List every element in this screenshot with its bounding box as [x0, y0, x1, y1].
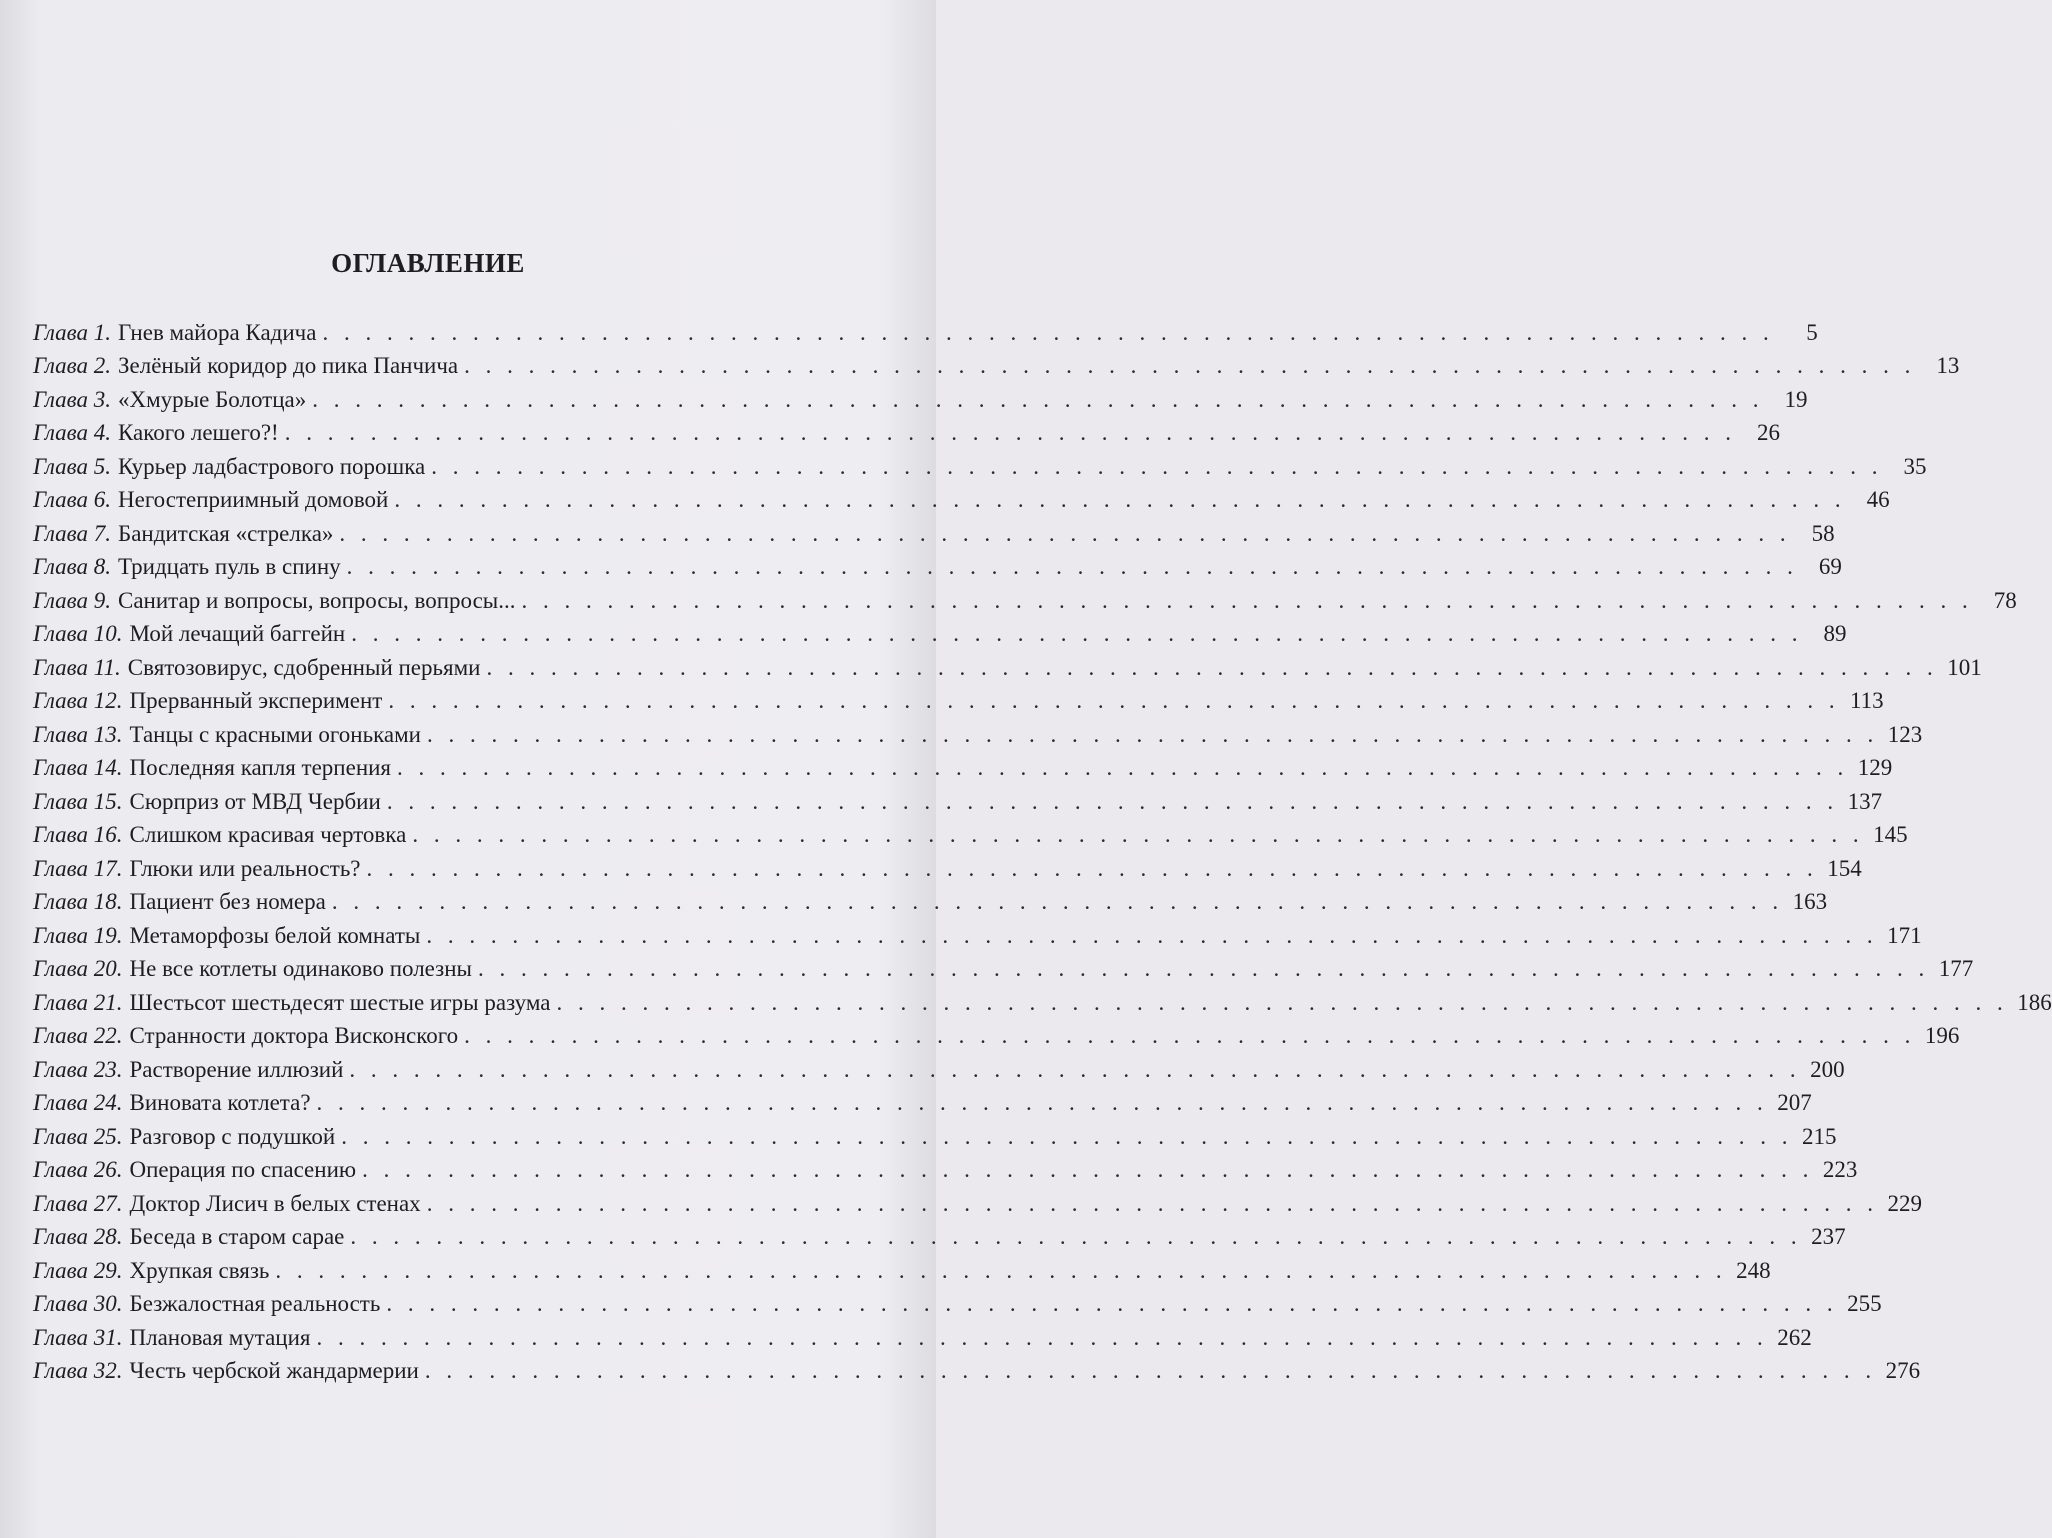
dot-leader: . . . . . . . . . . . . . . . . . . . . . . . . . . . . . . . . . . . . . . . . . . . . . . . . . . . . . . . . . . . . . . . . . . . . — [349, 1056, 1801, 1082]
toc-entry — [33, 549, 1842, 583]
toc-entry — [33, 1051, 1845, 1085]
chapter-title: Танцы с красными огоньками — [129, 721, 421, 747]
page-number: 13 — [1936, 353, 1960, 378]
page-number: 5 — [1806, 319, 1818, 345]
chapter-title: Негостеприимный домовой — [118, 487, 389, 512]
toc-entry — [33, 817, 1908, 851]
chapter-label: Глава 17. — [33, 855, 123, 881]
chapter-label: Глава 4. — [33, 420, 111, 445]
chapter-label: Глава 5. — [33, 453, 111, 479]
dot-leader: . . . . . . . . . . . . . . . . . . . . . . . . . . . . . . . . . . . . . . . . . . . . . . . . . . . . . . . . . . . . . . . . . . . . — [346, 554, 1798, 579]
page-number: 229 — [1887, 1190, 1922, 1216]
chapter-title: Виновата котлета? — [129, 1090, 311, 1115]
chapter-label: Глава 31. — [33, 1324, 123, 1350]
chapter-title: Не все котлеты одинаково полезны — [129, 956, 473, 981]
chapter-title: Какого лешего?! — [118, 420, 279, 445]
toc-entry — [33, 348, 1960, 382]
chapter-label: Глава 6. — [33, 487, 111, 512]
chapter-title: Глюки или реальность? — [129, 855, 361, 881]
dot-leader: . . . . . . . . . . . . . . . . . . . . . . . . . . . . . . . . . . . . . . . . . . . . . . . . . . . . . . . . . . . . . . . . . . . . — [312, 386, 1764, 412]
dot-leader: . . . . . . . . . . . . . . . . . . . . . . . . . . . . . . . . . . . . . . . . . . . . . . . . . . . . . . . . . . . . . . . . . . . . — [339, 520, 1791, 546]
chapter-title: Растворение иллюзий — [129, 1056, 344, 1082]
chapter-label: Глава 32. — [33, 1358, 123, 1383]
dot-leader: . . . . . . . . . . . . . . . . . . . . . . . . . . . . . . . . . . . . . . . . . . . . . . . . . . . . . . . . . . . . . . . . . . . . — [388, 688, 1840, 713]
chapter-label: Глава 9. — [33, 587, 111, 613]
page-number: 163 — [1792, 889, 1828, 914]
chapter-label: Глава 30. — [33, 1291, 123, 1316]
toc-entry — [33, 415, 1780, 449]
chapter-label: Глава 1. — [33, 319, 111, 345]
chapter-title: «Хмурые Болотца» — [118, 386, 307, 412]
dot-leader: . . . . . . . . . . . . . . . . . . . . . . . . . . . . . . . . . . . . . . . . . . . . . . . . . . . . . . . . . . . . . . . . . . . . — [397, 755, 1849, 780]
chapter-label: Глава 11. — [33, 654, 121, 680]
chapter-label: Глава 15. — [33, 788, 123, 814]
toc-entry — [33, 1185, 1922, 1219]
chapter-title: Слишком красивая чертовка — [129, 822, 407, 847]
dot-leader: . . . . . . . . . . . . . . . . . . . . . . . . . . . . . . . . . . . . . . . . . . . . . . . . . . . . . . . . . . . . . . . . . . . . — [464, 353, 1916, 378]
page-number: 58 — [1811, 520, 1835, 546]
chapter-title: Гнев майора Кадича — [118, 319, 317, 345]
chapter-label: Глава 3. — [33, 386, 111, 412]
page-number: 78 — [1993, 587, 2017, 613]
page-number: 19 — [1784, 386, 1808, 412]
toc-entry — [33, 582, 2017, 616]
dot-leader: . . . . . . . . . . . . . . . . . . . . . . . . . . . . . . . . . . . . . . . . . . . . . . . . . . . . . . . . . . . . . . . . . . . . — [284, 420, 1736, 445]
toc-entry — [33, 616, 1847, 650]
chapter-title: Хрупкая связь — [129, 1257, 270, 1283]
chapter-title: Пациент без номера — [129, 889, 326, 914]
chapter-label: Глава 28. — [33, 1224, 123, 1249]
dot-leader: . . . . . . . . . . . . . . . . . . . . . . . . . . . . . . . . . . . . . . . . . . . . . . . . . . . . . . . . . . . . . . . . . . . . — [464, 1023, 1916, 1048]
page-number: 215 — [1801, 1123, 1837, 1149]
toc-entry — [33, 716, 1923, 750]
page-number: 255 — [1847, 1291, 1882, 1316]
toc-entry — [33, 1319, 1812, 1353]
page-number: 223 — [1822, 1157, 1858, 1182]
dot-leader: . . . . . . . . . . . . . . . . . . . . . . . . . . . . . . . . . . . . . . . . . . . . . . . . . . . . . . . . . . . . . . . . . . . . — [521, 587, 1973, 613]
chapter-label: Глава 7. — [33, 520, 111, 546]
page-number: 262 — [1777, 1324, 1812, 1350]
dot-leader: . . . . . . . . . . . . . . . . . . . . . . . . . . . . . . . . . . . . . . . . . . . . . . . . . . . . . . . . . . . . . . . . . . . . — [275, 1257, 1727, 1283]
toc-entry — [33, 1353, 1921, 1387]
dot-leader: . . . . . . . . . . . . . . . . . . . . . . . . . . . . . . . . . . . . . . . . . . . . . . . . . . . . . . . . . . . . . . . . . . . . — [424, 1358, 1877, 1383]
toc-entry — [33, 850, 1862, 884]
chapter-title: Беседа в старом сарае — [129, 1224, 345, 1249]
dot-leader: . . . . . . . . . . . . . . . . . . . . . . . . . . . . . . . . . . . . . . . . . . . . . . . . . . . . . . . . . . . . . . . . . . . . — [316, 1090, 1768, 1115]
toc-entry — [33, 515, 1835, 549]
dot-leader: . . . . . . . . . . . . . . . . . . . . . . . . . . . . . . . . . . . . . . . . . . . . . . . . . . . . . . . . . . . . . . . . . . . . — [426, 922, 1878, 948]
page-number: 248 — [1736, 1257, 1771, 1283]
chapter-label: Глава 12. — [33, 688, 123, 713]
chapter-title: Плановая мутация — [129, 1324, 311, 1350]
chapter-title: Санитар и вопросы, вопросы, вопросы... — [118, 587, 516, 613]
toc-entry — [33, 314, 1818, 348]
page-number: 196 — [1924, 1023, 1960, 1048]
chapter-title: Последняя капля терпения — [129, 755, 392, 780]
page-title: ОГЛАВЛЕНИЕ — [331, 248, 525, 278]
dot-leader: . . . . . . . . . . . . . . . . . . . . . . . . . . . . . . . . . . . . . . . . . . . . . . . . . . . . . . . . . . . . . . . . . . . . — [478, 956, 1930, 981]
page-number: 207 — [1777, 1090, 1812, 1115]
dot-leader: . . . . . . . . . . . . . . . . . . . . . . . . . . . . . . . . . . . . . . . . . . . . . . . . . . . . . . . . . . . . . . . . . . . . — [386, 1291, 1838, 1316]
toc-entry — [33, 1219, 1846, 1253]
chapter-label: Глава 27. — [33, 1190, 123, 1216]
toc-entry — [33, 984, 2052, 1018]
dot-leader: . . . . . . . . . . . . . . . . . . . . . . . . . . . . . . . . . . . . . . . . . . . . . . . . . . . . . . . . . . . . . . . . . . . . — [366, 855, 1818, 881]
toc-entry — [33, 448, 1927, 482]
chapter-label: Глава 22. — [33, 1023, 123, 1048]
dot-leader: . . . . . . . . . . . . . . . . . . . . . . . . . . . . . . . . . . . . . . . . . . . . . . . . . . . . . . . . . . . . . . . . . . . . — [386, 788, 1839, 814]
chapter-label: Глава 26. — [33, 1157, 123, 1182]
chapter-label: Глава 8. — [33, 554, 111, 579]
toc-entry — [33, 1018, 1960, 1052]
toc-entry — [33, 783, 1883, 817]
dot-leader: . . . . . . . . . . . . . . . . . . . . . . . . . . . . . . . . . . . . . . . . . . . . . . . . . . . . . . . . . . . . . . . . . . . . — [350, 1224, 1802, 1249]
chapter-label: Глава 14. — [33, 755, 123, 780]
table-of-contents — [33, 314, 2052, 1386]
dot-leader: . . . . . . . . . . . . . . . . . . . . . . . . . . . . . . . . . . . . . . . . . . . . . . . . . . . . . . . . . . . . . . . . . . . . — [412, 822, 1864, 847]
toc-entry — [33, 1252, 1771, 1286]
chapter-title: Разговор с подушкой — [129, 1123, 336, 1149]
page-number: 237 — [1811, 1224, 1846, 1249]
dot-leader: . . . . . . . . . . . . . . . . . . . . . . . . . . . . . . . . . . . . . . . . . . . . . . . . . . . . . . . . . . . . . . . . . . . . — [351, 621, 1803, 646]
chapter-title: Шестьсот шестьдесят шестые игры разума — [129, 989, 551, 1015]
chapter-label: Глава 2. — [33, 353, 111, 378]
chapter-title: Курьер ладбастрового порошка — [118, 453, 426, 479]
chapter-label: Глава 18. — [33, 889, 123, 914]
page-number: 26 — [1756, 420, 1780, 445]
chapter-label: Глава 21. — [33, 989, 123, 1015]
dot-leader: . . . . . . . . . . . . . . . . . . . . . . . . . . . . . . . . . . . . . . . . . . . . . . . . . . . . . . . . . . . . . . . . . . . . — [331, 889, 1784, 914]
chapter-label: Глава 29. — [33, 1257, 123, 1283]
dot-leader: . . . . . . . . . . . . . . . . . . . . . . . . . . . . . . . . . . . . . . . . . . . . . . . . . . . . . . . . . . . . . . . . . . . . — [322, 319, 1774, 345]
page-number: 186 — [2017, 989, 2052, 1015]
chapter-label: Глава 10. — [33, 621, 123, 646]
toc-entry — [33, 1118, 1837, 1152]
toc-entry — [33, 381, 1808, 415]
dot-leader: . . . . . . . . . . . . . . . . . . . . . . . . . . . . . . . . . . . . . . . . . . . . . . . . . . . . . . . . . . . . . . . . . . . . — [427, 721, 1879, 747]
toc-entry — [33, 683, 1884, 717]
dot-leader: . . . . . . . . . . . . . . . . . . . . . . . . . . . . . . . . . . . . . . . . . . . . . . . . . . . . . . . . . . . . . . . . . . . . — [341, 1123, 1793, 1149]
page-number: 123 — [1887, 721, 1923, 747]
toc-entry — [33, 1085, 1812, 1119]
toc-entry — [33, 649, 1982, 683]
page-number: 35 — [1903, 453, 1927, 479]
toc-entry — [33, 884, 1828, 918]
page-number: 200 — [1810, 1056, 1845, 1082]
chapter-label: Глава 25. — [33, 1123, 123, 1149]
chapter-title: Зелёный коридор до пика Панчича — [118, 353, 459, 378]
page-number: 89 — [1823, 621, 1847, 646]
chapter-title: Доктор Лисич в белых стенах — [129, 1190, 421, 1216]
page-number: 113 — [1849, 688, 1884, 713]
page-number: 177 — [1938, 956, 1974, 981]
dot-leader: . . . . . . . . . . . . . . . . . . . . . . . . . . . . . . . . . . . . . . . . . . . . . . . . . . . . . . . . . . . . . . . . . . . . — [394, 487, 1846, 512]
chapter-title: Прерванный эксперимент — [129, 688, 383, 713]
chapter-title: Сюрприз от МВД Чербии — [129, 788, 381, 814]
chapter-label: Глава 19. — [33, 922, 123, 948]
chapter-label: Глава 16. — [33, 822, 123, 847]
chapter-title: Операция по спасению — [129, 1157, 357, 1182]
chapter-label: Глава 24. — [33, 1090, 123, 1115]
dot-leader: . . . . . . . . . . . . . . . . . . . . . . . . . . . . . . . . . . . . . . . . . . . . . . . . . . . . . . . . . . . . . . . . . . . . — [431, 453, 1883, 479]
dot-leader: . . . . . . . . . . . . . . . . . . . . . . . . . . . . . . . . . . . . . . . . . . . . . . . . . . . . . . . . . . . . . . . . . . . . — [316, 1324, 1768, 1350]
dot-leader: . . . . . . . . . . . . . . . . . . . . . . . . . . . . . . . . . . . . . . . . . . . . . . . . . . . . . . . . . . . . . . . . . . . . — [426, 1190, 1878, 1216]
chapter-title: Тридцать пуль в спину — [118, 554, 341, 579]
page-number: 69 — [1818, 554, 1842, 579]
chapter-title: Бандитская «стрелка» — [118, 520, 334, 546]
toc-entry — [33, 750, 1893, 784]
page-number: 171 — [1887, 922, 1922, 948]
toc-entry — [33, 951, 1974, 985]
chapter-label: Глава 20. — [33, 956, 123, 981]
chapter-title: Святозовирус, сдобренный перьями — [127, 654, 481, 680]
page-number: 137 — [1847, 788, 1883, 814]
chapter-title: Странности доктора Висконского — [129, 1023, 459, 1048]
chapter-title: Мой лечащий баггейн — [129, 621, 346, 646]
page-number: 129 — [1857, 755, 1893, 780]
toc-entry — [33, 917, 1922, 951]
toc-entry — [33, 482, 1890, 516]
toc-entry — [33, 1286, 1882, 1320]
chapter-title: Честь чербской жандармерии — [129, 1358, 419, 1383]
chapter-title: Метаморфозы белой комнаты — [129, 922, 421, 948]
page-number: 46 — [1866, 487, 1890, 512]
dot-leader: . . . . . . . . . . . . . . . . . . . . . . . . . . . . . . . . . . . . . . . . . . . . . . . . . . . . . . . . . . . . . . . . . . . . — [362, 1157, 1814, 1182]
page-number: 101 — [1947, 654, 1982, 680]
page-number: 154 — [1827, 855, 1862, 881]
page-number: 276 — [1885, 1358, 1921, 1383]
chapter-title: Безжалостная реальность — [129, 1291, 381, 1316]
toc-entry — [33, 1152, 1858, 1186]
chapter-label: Глава 23. — [33, 1056, 123, 1082]
page-number: 145 — [1873, 822, 1908, 847]
dot-leader: . . . . . . . . . . . . . . . . . . . . . . . . . . . . . . . . . . . . . . . . . . . . . . . . . . . . . . . . . . . . . . . . . . . . — [486, 654, 1938, 680]
dot-leader: . . . . . . . . . . . . . . . . . . . . . . . . . . . . . . . . . . . . . . . . . . . . . . . . . . . . . . . . . . . . . . . . . . . . — [556, 989, 2008, 1015]
chapter-label: Глава 13. — [33, 721, 123, 747]
